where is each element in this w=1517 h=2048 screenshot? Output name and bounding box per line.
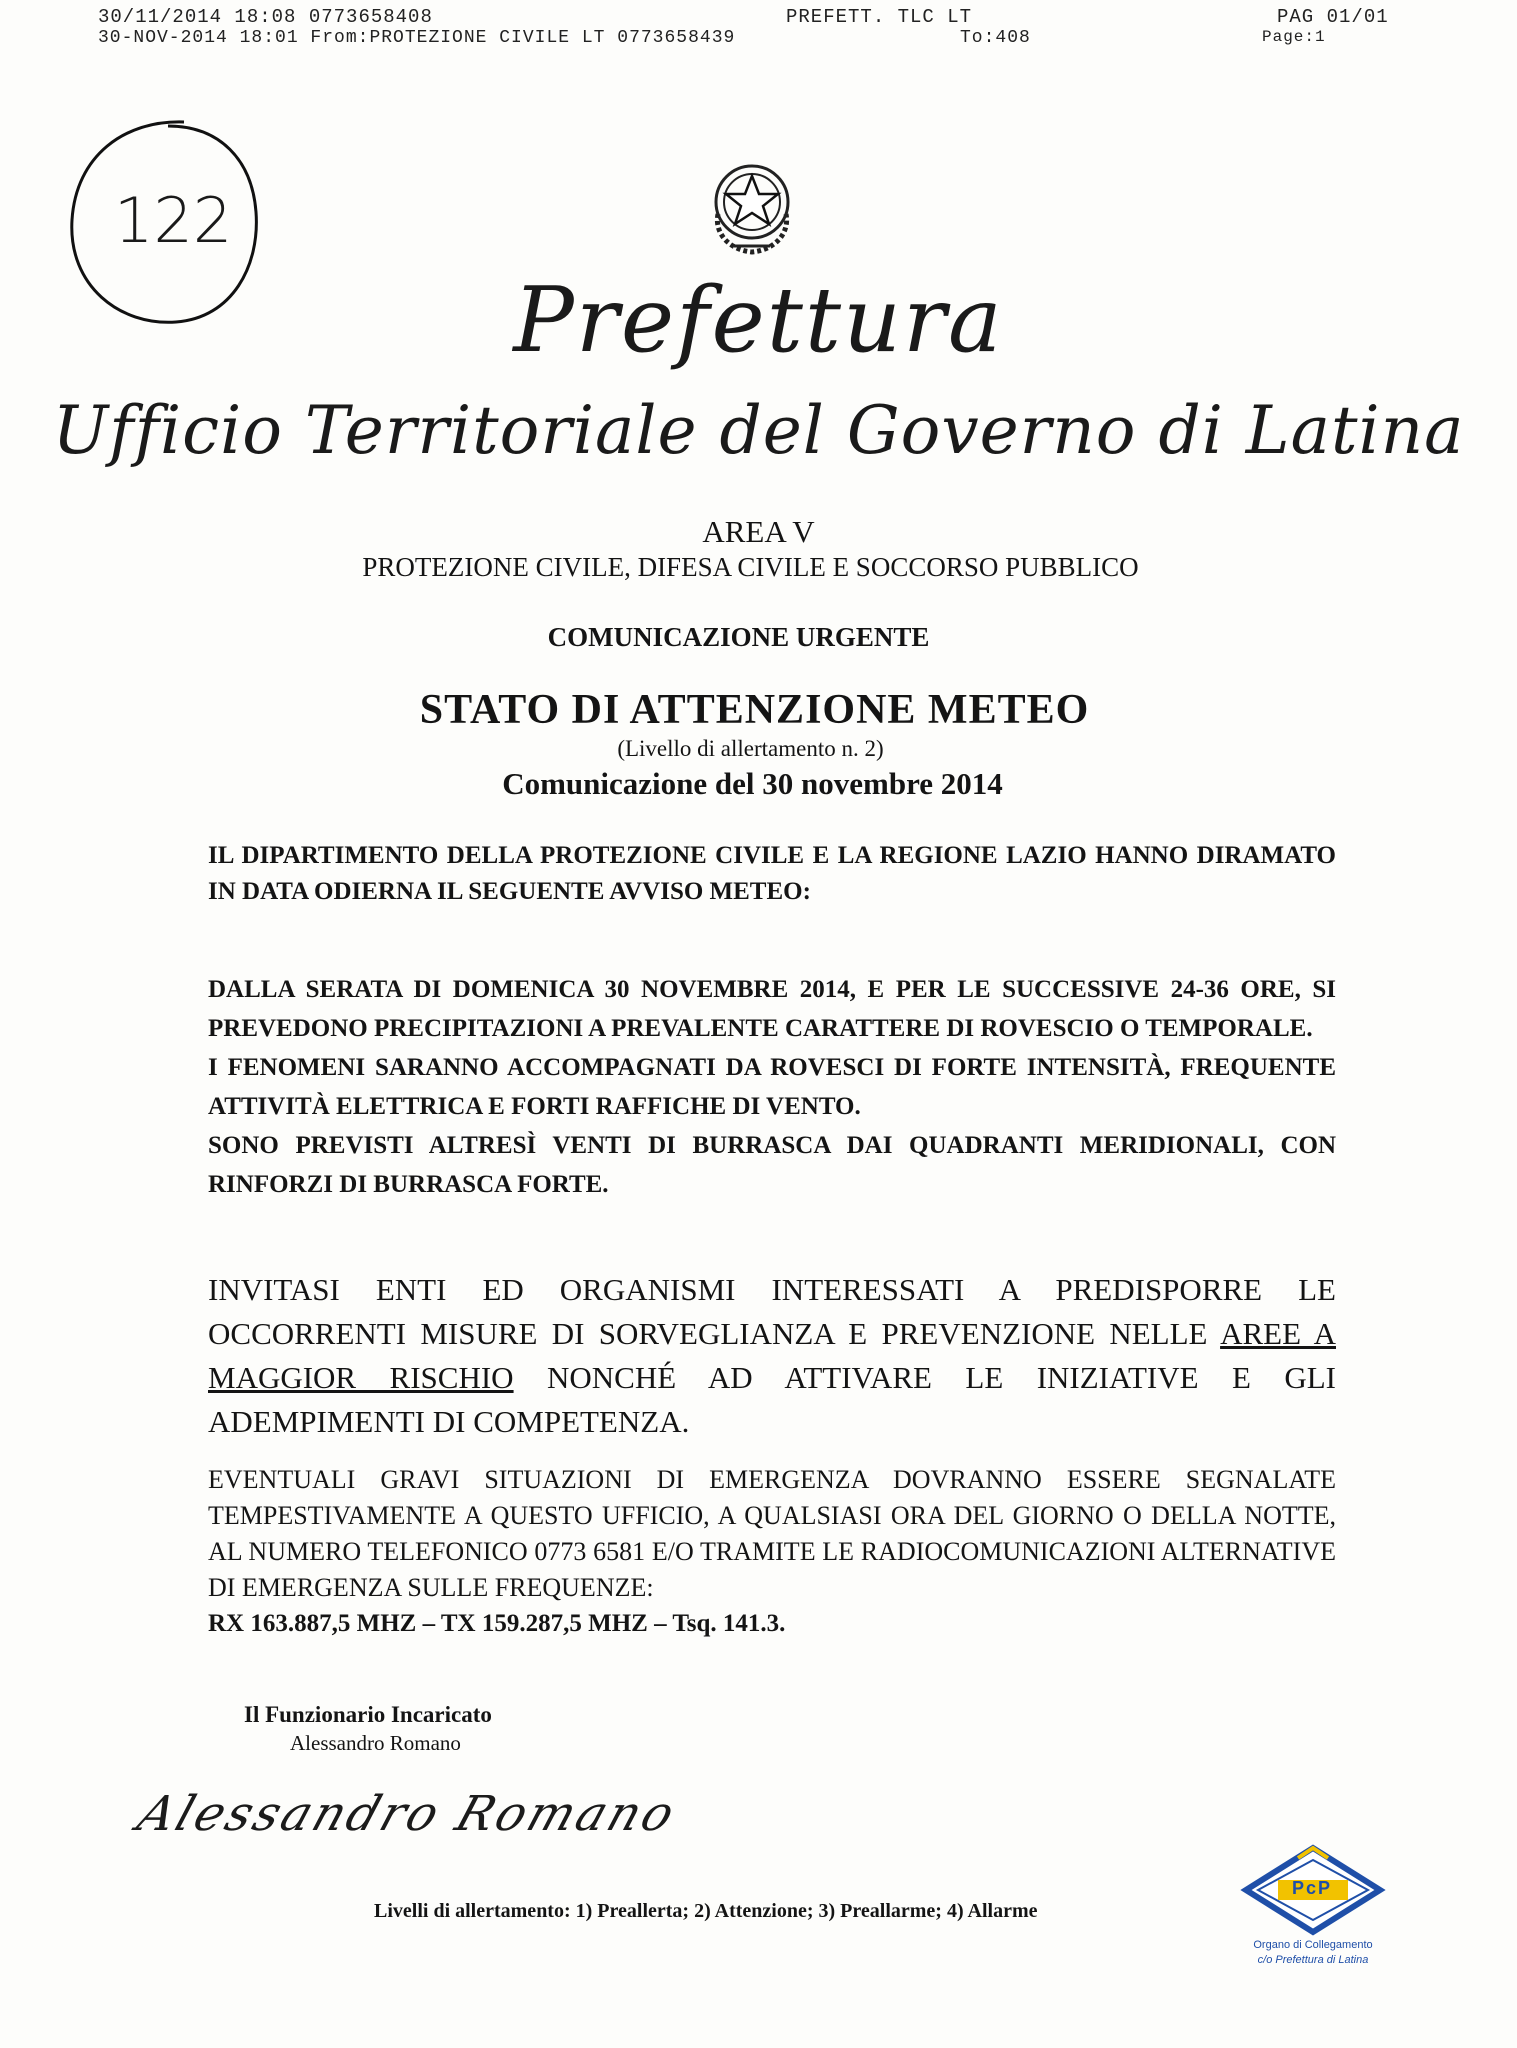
area-department: PROTEZIONE CIVILE, DIFESA CIVILE E SOCCORSO PUBBLICO [362, 552, 1139, 582]
fax-header-line1-right: PAG 01/01 [1277, 6, 1389, 28]
notice-title: STATO DI ATTENZIONE METEO [419, 687, 1090, 733]
republic-emblem [704, 154, 800, 258]
pcp-mark-text: PcP [1292, 1878, 1333, 1898]
forecast-text-2: I FENOMENI SARANNO ACCOMPAGNATI DA ROVESCI DI FORTE INTENSITÀ, FREQUENTE ATTIVITÀ ELETTRICA E FORTI RAFFICHE DI VENTO. [208, 1054, 1336, 1120]
signature-role: Il Funzionario Incaricato [244, 1702, 492, 1727]
pcp-caption [1234, 1938, 1392, 1968]
notice-level: (Livello di allertamento n. 2) [617, 736, 884, 761]
signature-name: Alessandro Romano [290, 1731, 461, 1755]
star-wheel-emblem-icon [704, 154, 800, 258]
emergency-paragraph [208, 1462, 1336, 1642]
fax-header-line1-left: 30/11/2014 18:08 0773658408 [98, 6, 433, 28]
fax-header-line1-mid: PREFETT. TLC LT [786, 6, 973, 28]
intro-paragraph [208, 838, 1336, 910]
invite-paragraph [208, 1268, 1336, 1444]
letterhead-subtitle: Ufficio Territoriale del Governo di Latina [52, 392, 1465, 469]
annotation-number: 122 [114, 184, 233, 257]
letterhead-title: Prefettura [513, 268, 1004, 373]
fax-header-line2-left: 30-NOV-2014 18:01 From:PROTEZIONE CIVILE LT 0773658439 [98, 28, 736, 48]
forecast-text-1: DALLA SERATA DI DOMENICA 30 NOVEMBRE 2014, E PER LE SUCCESSIVE 24-36 ORE, SI PREVEDONO PRECIPITAZIONI A PREVALENTE CARATTERE DI ROVESCIO O TEMPORALE. [208, 976, 1336, 1042]
pcp-logo [1238, 1840, 1388, 1970]
frequencies-text: RX 163.887,5 MHZ – TX 159.287,5 MHZ – Tsq. 141.3. [208, 1610, 786, 1637]
fax-header-line2-right: Page:1 [1262, 28, 1326, 46]
pcp-caption-line2: c/o Prefettura di Latina [1257, 1954, 1369, 1966]
notice-date-line: Comunicazione del 30 novembre 2014 [502, 766, 1003, 801]
area-name: AREA V [702, 514, 815, 549]
invite-text-2: NONCHÉ AD ATTIVARE LE INIZIATIVE E GLI ADEMPIMENTI DI COMPETENZA. [208, 1360, 1336, 1439]
invite-text-underlined: AREE A MAGGIOR RISCHIO [208, 1316, 1336, 1395]
emergency-text: EVENTUALI GRAVI SITUAZIONI DI EMERGENZA DOVRANNO ESSERE SEGNALATE TEMPESTIVAMENTE A QUESTO UFFICIO, A QUALSIASI ORA DEL GIORNO O DELLA NOTTE, AL NUMERO TELEFONICO 0773 6581 E/O TRAMITE LE RADIOCOMUNICAZIONI ALTERNATIVE DI EMERGENZA SULLE FREQUENZE: [208, 1465, 1336, 1602]
pcp-caption-line1: Organo di Collegamento [1253, 1939, 1373, 1951]
intro-text: IL DIPARTIMENTO DELLA PROTEZIONE CIVILE E LA REGIONE LAZIO HANNO DIRAMATO IN DATA ODIERNA IL SEGUENTE AVVISO METEO: [208, 842, 1336, 905]
handwritten-signature: Alessandro Romano [130, 1786, 685, 1842]
forecast-text-3: SONO PREVISTI ALTRESÌ VENTI DI BURRASCA DAI QUADRANTI MERIDIONALI, CON RINFORZI DI BURRASCA FORTE. [208, 1132, 1336, 1198]
notice-type: COMUNICAZIONE URGENTE [547, 622, 930, 652]
forecast-section [208, 970, 1336, 1204]
fax-header-line2-mid: To:408 [960, 28, 1031, 48]
alert-levels-footer: Livelli di allertamento: 1) Preallerta; 2) Attenzione; 3) Preallarme; 4) Allarme [374, 1900, 1038, 1922]
invite-text-1: INVITASI ENTI ED ORGANISMI INTERESSATI A PREDISPORRE LE OCCORRENTI MISURE DI SORVEGLIANZA E PREVENZIONE NELLE [208, 1272, 1336, 1351]
